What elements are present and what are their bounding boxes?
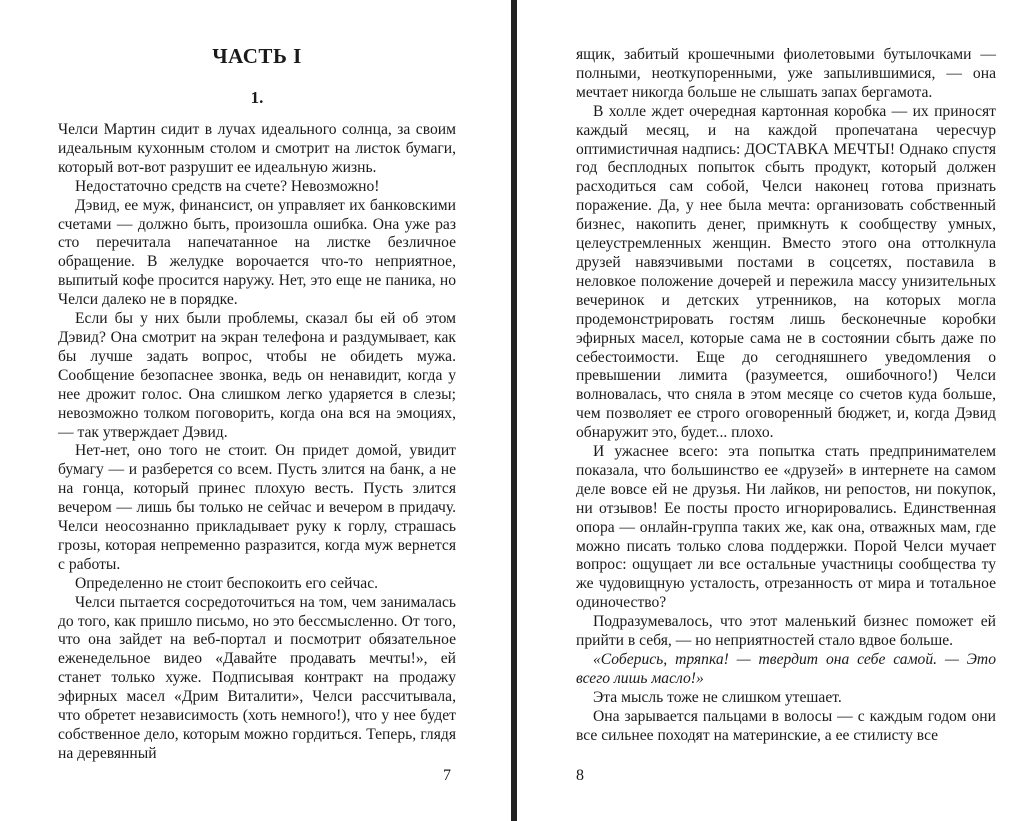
right-page-text <box>576 46 996 746</box>
paragraph: Она зарывается пальцами в волосы — с каждым годом они все сильнее походят на материнские, а ее стилисту все <box>576 707 996 744</box>
paragraph: «Соберись, тряпка! — твердит она себе самой. — Это всего лишь масло!» <box>576 651 996 687</box>
paragraph: В холле ждет очередная картонная коробка — их приносят каждый месяц, и на каждой пропечатана чересчур оптимистичная надпись: ДОСТАВКА МЕЧТЫ! Однако спустя год бесплодных попыток сбыть продукт, который должен расходиться сам собой, Челси наконец готова признать поражение. Да, у нее была мечта: организовать собственный бизнес, накопить денег, примкнуть к сообществу умных, целеустремленных женщин. Вместо этого она оттолкнула друзей навязчивыми постами в соцсетях, поставила в неловкое положение дочерей и пережила массу унизительных вечеринок и детских утренников, на которых могла продемонстрировать гостям лишь бесконечные коробки эфирных масел, которые сама не в состоянии сбыть даже по себестоимости. Еще до сегодняшнего уведомления о превышении лимита (разумеется, ошибочного!) Челси волновалась, что сняла в этом месяце со счетов куда больше, чем позволяет ее строго оговоренный бюджет, и, когда Дэвид обнаружит это, будет... плохо. <box>576 102 996 442</box>
page-number: 8 <box>576 767 584 784</box>
paragraph: Если бы у них были проблемы, сказал бы ей об этом Дэвид? Она смотрит на экран телефона и раздумывает, как бы лучше задать вопрос, чтобы не обидеть мужа. Сообщение безопаснее звонка, ведь он ненавидит, когда у нее дрожит голос. Она слишком легко ударяется в слезы; невозможно толком поговорить, когда она вся на эмоциях, — так утверждает Дэвид. <box>58 310 456 441</box>
paragraph: ящик, забитый крошечными фиолетовыми бутылочками — полными, неоткупоренными, уже запылившимися, — она мечтает никогда больше не слышать запах бергамота. <box>576 46 996 101</box>
paragraph: Дэвид, ее муж, финансист, он управляет их банковскими счетами — должно быть, произошла ошибка. Она уже раз сто перечитала напечатанное на листке безличное обращение. В желудке ворочается что-то неприятное, выпитый кофе просится наружу. Нет, это еще не паника, но Челси далеко не в порядке. <box>58 196 456 309</box>
right-page <box>518 0 1036 821</box>
paragraph: Подразумевалось, что этот маленький бизнес поможет ей прийти в себя, — но неприятностей стало вдвое больше. <box>576 613 996 650</box>
left-page <box>0 0 512 821</box>
paragraph: Недостаточно средств на счете? Невозможно! <box>75 177 380 195</box>
paragraph: Челси пытается сосредоточиться на том, чем занималась до того, как пришло письмо, но это бессмысленно. От того, что она зайдет на веб-портал и посмотрит обязательное еженедельное видео «Давайте продавать мечты!», ей станет только хуже. Подписывая контракт на продажу эфирных масел «Дрим Виталити», Челси рассчитывала, что обретет независимость (хоть немного!), что у нее будет собственное дело, которым можно гордиться. Теперь, глядя на деревянный <box>58 593 456 762</box>
paragraph: Эта мысль тоже не слишком утешает. <box>593 688 842 706</box>
paragraph: И ужаснее всего: эта попытка стать предпринимателем показала, что большинство ее «друзей» в интернете на самом деле вовсе ей не друзья. Ни лайков, ни репостов, ни покупок, ни отзывов! Ее посты просто игнорировались. Единственная опора — онлайн-группа таких же, как она, отважных мам, где можно писать только слова поддержки. Порой Челси мучает вопрос: ощущает ли все остальные участницы сообщества ту же чудовищную усталость, отрезанность от мира и тотальное одиночество? <box>576 443 996 612</box>
left-page-text <box>58 121 456 764</box>
paragraph: Нет-нет, оно того не стоит. Он придет домой, увидит бумагу — и разберется со всем. Пусть злится на банк, а не на гонца, который принес плохую весть. Пусть злится вечером — лишь бы только не сейчас и вечером в придачу. Челси неосознанно прикладывает руку к горлу, страшась грозы, которая непременно разразится, когда муж вернется с работы. <box>58 442 456 573</box>
paragraph: Челси Мартин сидит в лучах идеального солнца, за своим идеальным кухонным столом и смотрит на листок бумаги, который вот-вот разрушит ее идеальную жизнь. <box>58 121 456 176</box>
page-number: 7 <box>443 767 451 784</box>
chapter-number: 1. <box>250 88 264 107</box>
paragraph: Определенно не стоит беспокоить его сейчас. <box>75 574 379 592</box>
book-spine-divider <box>511 0 517 821</box>
part-title: ЧАСТЬ I <box>212 44 302 68</box>
